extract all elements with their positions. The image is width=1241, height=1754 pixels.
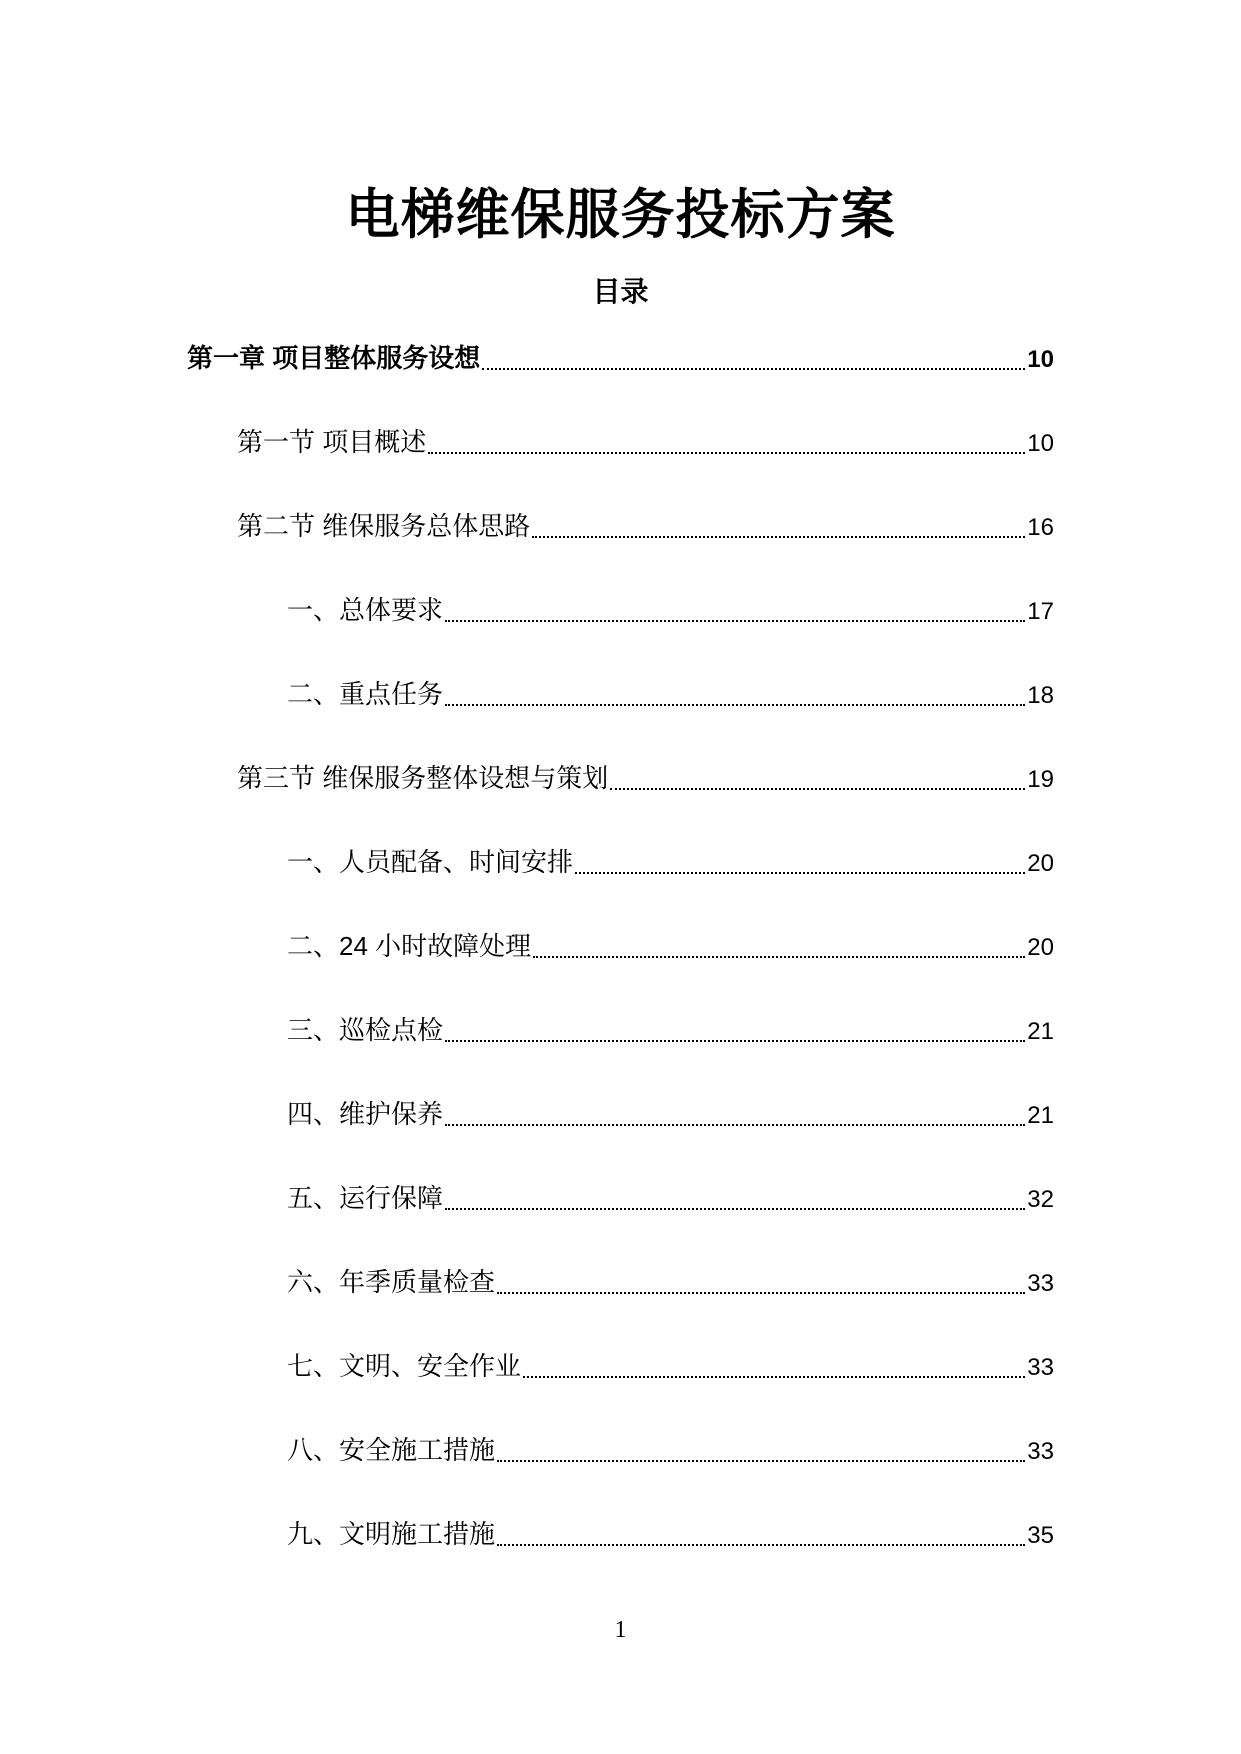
toc-dot-leader [610,788,1025,790]
toc-dot-leader [523,1376,1025,1378]
toc-entry-label: 四、维护保养 [287,1099,444,1129]
toc-entry-section-3[interactable] [237,758,1054,800]
toc-entry-chapter-1[interactable] [187,338,1054,380]
toc-entry-page: 35 [1027,1522,1054,1549]
toc-dot-leader [445,1040,1025,1042]
toc-entry-page: 21 [1027,1102,1054,1129]
toc-entry-section-1[interactable] [237,422,1054,464]
toc-entry-item[interactable] [287,1346,1054,1388]
toc-entry-page: 33 [1027,1438,1054,1465]
toc-dot-leader [532,536,1025,538]
toc-entry-label: 三、巡检点检 [287,1015,444,1045]
toc-entry-label: 第一节 项目概述 [237,427,427,457]
toc-entry-label: 八、安全施工措施 [287,1435,496,1465]
toc-entry-item[interactable] [287,1178,1054,1220]
toc-dot-leader [533,956,1025,958]
toc-entry-page: 16 [1027,514,1054,541]
toc-entry-label: 第三节 维保服务整体设想与策划 [237,763,609,793]
toc-entry-label: 七、文明、安全作业 [287,1351,522,1381]
toc-entry-label: 二、重点任务 [287,679,444,709]
toc-heading: 目录 [592,276,649,307]
toc-entry-item[interactable] [287,1010,1054,1052]
toc-entry-page: 20 [1027,850,1054,877]
toc-entry-label: 九、文明施工措施 [287,1519,496,1549]
toc-entry-page: 10 [1027,430,1054,457]
toc-entry-label: 第二节 维保服务总体思路 [237,511,531,541]
toc-dot-leader [497,1544,1025,1546]
toc-entry-label: 一、人员配备、时间安排 [287,847,574,877]
toc-entry-section-2[interactable] [237,506,1054,548]
toc-dot-leader [497,1460,1025,1462]
toc-entry-item[interactable] [287,1094,1054,1136]
toc-entry-label: 第一章 项目整体服务设想 [187,343,481,373]
toc-dot-leader [575,872,1025,874]
toc-dot-leader [482,368,1025,370]
toc-entry-item[interactable] [287,1262,1054,1304]
toc-entry-item[interactable] [287,674,1054,716]
toc-entry-item[interactable] [287,590,1054,632]
toc-entry-item[interactable] [287,1514,1054,1556]
toc-entry-item[interactable] [287,842,1054,884]
toc-dot-leader [428,452,1025,454]
toc-dot-leader [445,704,1025,706]
toc-dot-leader [445,620,1025,622]
toc-entry-page: 17 [1027,598,1054,625]
toc-entry-label: 五、运行保障 [287,1183,444,1213]
toc-entry-page: 21 [1027,1018,1054,1045]
toc-entry-label: 六、年季质量检查 [287,1267,496,1297]
page-number: 1 [614,1617,627,1643]
toc-entry-page: 18 [1027,682,1054,709]
toc-entry-label: 二、24 小时故障处理 [287,931,532,961]
toc-dot-leader [445,1124,1025,1126]
toc-entry-page: 33 [1027,1270,1054,1297]
toc-entry-item[interactable] [287,926,1054,968]
toc-entry-page: 32 [1027,1186,1054,1213]
toc-entry-item[interactable] [287,1430,1054,1472]
toc-dot-leader [445,1208,1025,1210]
toc-dot-leader [497,1292,1025,1294]
toc-entry-page: 33 [1027,1354,1054,1381]
toc-entry-label: 一、总体要求 [287,595,444,625]
toc-entry-page: 10 [1027,346,1054,373]
toc-entry-page: 20 [1027,934,1054,961]
toc-entry-page: 19 [1027,766,1054,793]
document-title: 电梯维保服务投标方案 [345,185,896,245]
